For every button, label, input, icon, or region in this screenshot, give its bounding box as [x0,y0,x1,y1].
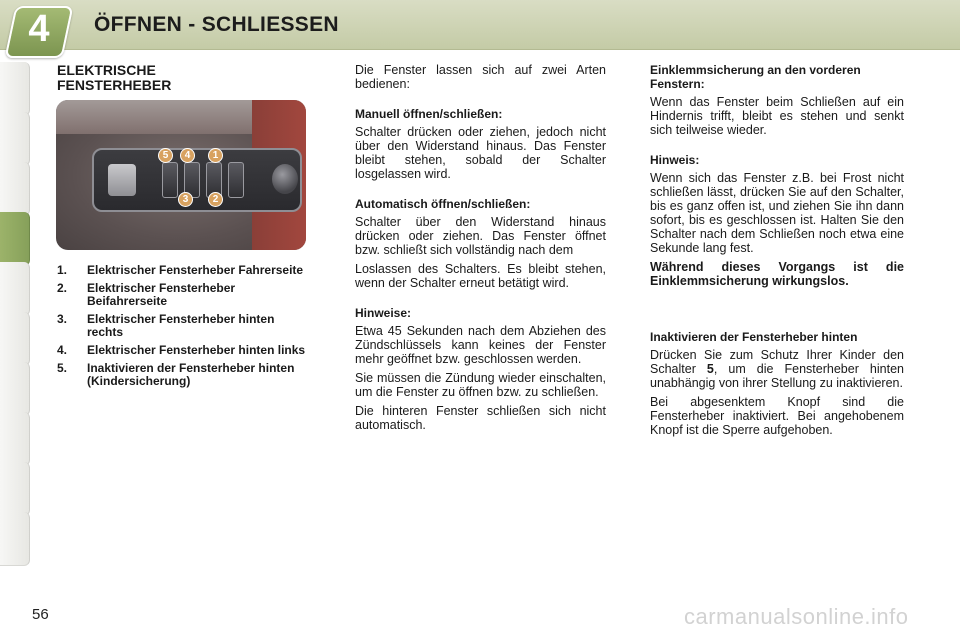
auto-text-2: Loslassen des Schalters. Es bleibt stehen, wenn der Schalter erneut betätigt wird. [355,262,606,290]
deactivate-text-2: Bei abgesenktem Knopf sind die Fensterheber inaktiviert. Bei angehobenem Knopf ist die Sperre aufgehoben. [650,395,904,437]
chapter-tab[interactable] [0,262,30,316]
notes-text: Etwa 45 Sekunden nach dem Abziehen des Zündschlüssels kann keines der Fenster mehr geöffnet bzw. geschlossen werden. [355,324,606,366]
hint-heading: Hinweis: [650,153,700,167]
list-item: 4. Elektrischer Fensterheber hinten links [57,343,306,357]
chapter-tab[interactable] [0,62,30,116]
mirror-knob [272,164,298,194]
chapter-tab[interactable] [0,462,30,516]
chapter-tab[interactable] [0,112,30,166]
deactivate-text: Drücken Sie zum Schutz Ihrer Kinder den Schalter 5, um die Fensterheber hinten unabhängig von ihrer Stellung zu inaktivieren. [650,348,904,390]
notes-text-2: Sie müssen die Zündung wieder einschalten, um die Fenster zu öffnen bzw. zu schließen. [355,371,606,399]
manual-text: Schalter drücken oder ziehen, jedoch nicht über den Widerstand hinaus. Das Fenster bleibt stehen, sobald der Schalter losgelassen wird. [355,125,606,181]
notes-heading: Hinweise: [355,306,412,320]
chapter-tab-active[interactable] [0,212,30,266]
column-safety [650,63,904,438]
pinch-heading: Einklemmsicherung an den vorderen Fenstern: [650,63,861,91]
switch-legend [57,264,312,393]
chapter-number: 4 [28,8,50,50]
watermark: carmanualsonline.info [684,604,909,629]
chapter-tab[interactable] [0,162,30,216]
chapter-tab[interactable] [0,412,30,466]
notes-text-3: Die hinteren Fenster schließen sich nicht automatisch. [355,404,606,432]
auto-heading: Automatisch öffnen/schließen: [355,197,531,211]
intro-text: Die Fenster lassen sich auf zwei Arten bedienen: [355,63,606,91]
photo-label: 1 [208,148,223,163]
column-operation [355,63,606,433]
photo-label: 4 [180,148,195,163]
list-item: 1. Elektrischer Fensterheber Fahrerseite [57,263,304,277]
chapter-tabs [0,62,34,577]
chapter-tab[interactable] [0,312,30,366]
window-switch [228,162,244,198]
window-switch-photo [56,100,306,250]
manual-heading: Manuell öffnen/schließen: [355,107,503,121]
list-item: 2. Elektrischer Fensterheber Beifahrerseite [57,281,236,308]
deactivate-heading: Inaktivieren der Fensterheber hinten [650,330,858,344]
chapter-tab[interactable] [0,512,30,566]
list-item: 5. Inaktivieren der Fensterheber hinten (Kindersicherung) [57,361,295,388]
page-title: ÖFFNEN - SCHLIESSEN [94,13,339,36]
switch-panel [92,148,302,212]
hint-text: Wenn sich das Fenster z.B. bei Frost nicht schließen lässt, drücken Sie auf den Schalter, bis es ganz offen ist, und ziehen Sie ihn dann sofort, bis es geschlossen ist. Halten Sie den Schalter nach dem Schließen noch etwa eine Sekunde lang fest. [650,171,904,255]
auto-text: Schalter über den Widerstand hinaus drücken oder ziehen. Das Fenster öffnet bzw. schließt sich vollständig nach dem [355,215,606,257]
photo-label: 2 [208,192,223,207]
photo-label: 5 [158,148,173,163]
list-item: 3. Elektrischer Fensterheber hinten rechts [57,312,275,339]
section-title: ELEKTRISCHE FENSTERHEBER [57,62,172,93]
warning-text: Während dieses Vorgangs ist die Einklemmsicherung wirkungslos. [650,260,904,288]
page-number: 56 [32,606,49,623]
photo-label: 3 [178,192,193,207]
window-switch [162,162,178,198]
pinch-text: Wenn das Fenster beim Schließen auf ein Hindernis trifft, bleibt es stehen und senkt sich teilweise wieder. [650,95,904,137]
chapter-tab[interactable] [0,362,30,416]
door-handle [108,164,136,196]
